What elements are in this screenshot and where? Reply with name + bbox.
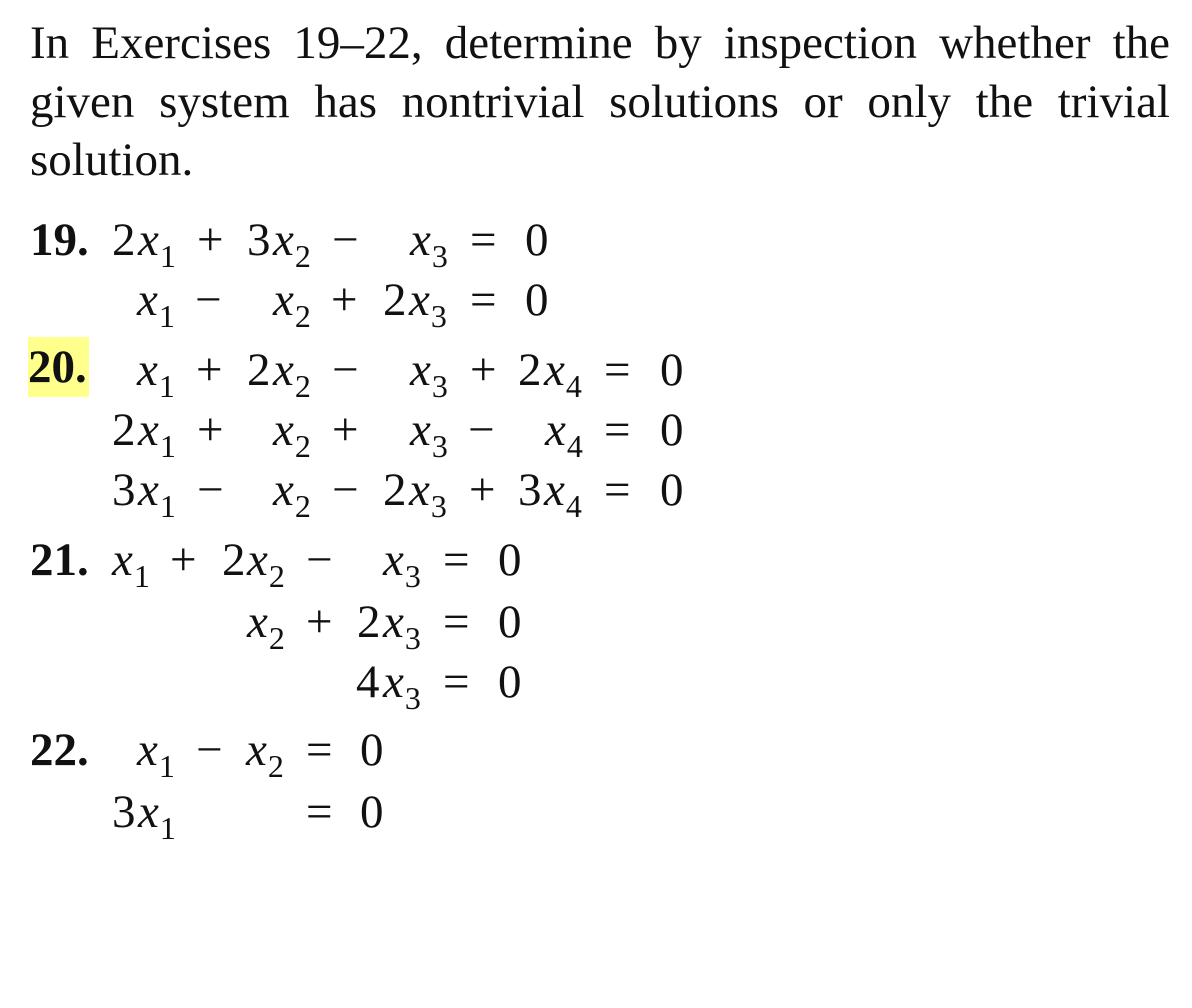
operator: +	[332, 404, 359, 456]
variable: $x_4$	[545, 404, 583, 464]
operator: =	[604, 464, 631, 516]
coefficient: 0	[660, 344, 684, 396]
variable-subscript: 2	[268, 620, 285, 656]
variable: $x_3$	[410, 344, 448, 404]
coefficient: 2	[383, 274, 407, 326]
coefficient: 3	[247, 214, 271, 266]
coefficient: 0	[525, 214, 549, 266]
coefficient: 0	[660, 404, 684, 456]
exercise-instructions: In Exercises 19–22, determine by inspection whether the given system has nontrivial solutions or only the trivial solution.	[30, 17, 1170, 186]
operator: +	[197, 404, 224, 456]
operator: =	[443, 596, 470, 648]
operator: +	[331, 274, 358, 326]
operator: =	[470, 214, 497, 266]
variable: $x_2$	[273, 404, 311, 464]
variable-subscript: 4	[566, 428, 583, 464]
exercise-number-21: 21.	[30, 534, 89, 586]
variable: $x_4$	[544, 344, 582, 404]
operator: −	[197, 464, 224, 516]
variable-subscript: 1	[159, 238, 176, 274]
variable-subscript: 1	[158, 298, 175, 334]
coefficient: 0	[360, 786, 384, 838]
exercise-number-19: 19.	[30, 214, 89, 266]
variable-subscript: 3	[404, 558, 421, 594]
operator: −	[332, 214, 359, 266]
variable: $x_3$	[383, 656, 421, 716]
variable: $x_2$	[273, 214, 311, 274]
coefficient: 0	[660, 464, 684, 516]
variable: $x_3$	[383, 534, 421, 594]
operator: −	[468, 404, 495, 456]
coefficient: 2	[247, 344, 271, 396]
variable-subscript: 2	[294, 428, 311, 464]
operator: +	[306, 596, 333, 648]
variable: $x_1$	[138, 404, 176, 464]
coefficient: 2	[357, 596, 381, 648]
exercise-number-20-highlighted: 20.	[28, 337, 89, 397]
coefficient: 0	[525, 274, 549, 326]
variable: $x_1$	[137, 344, 175, 404]
variable: $x_1$	[138, 464, 176, 524]
coefficient: 2	[112, 214, 136, 266]
variable-subscript: 1	[159, 810, 176, 846]
variable-subscript: 3	[431, 368, 448, 404]
operator: +	[469, 464, 496, 516]
variable-subscript: 3	[430, 298, 447, 334]
operator: +	[470, 344, 497, 396]
coefficient: 3	[112, 464, 136, 516]
variable-subscript: 3	[404, 620, 421, 656]
operator: +	[170, 534, 197, 586]
coefficient: 4	[356, 656, 380, 708]
variable-subscript: 2	[268, 558, 285, 594]
variable-subscript: 2	[267, 748, 284, 784]
variable: $x_2$	[273, 344, 311, 404]
operator: −	[332, 464, 359, 516]
operator: −	[196, 724, 223, 776]
variable: $x_3$	[409, 274, 447, 334]
operator: =	[604, 404, 631, 456]
variable: $x_2$	[247, 596, 285, 656]
variable-subscript: 4	[565, 488, 582, 524]
variable-subscript: 3	[430, 488, 447, 524]
variable: $x_3$	[410, 214, 448, 274]
variable: $x_3$	[409, 464, 447, 524]
coefficient: 2	[383, 464, 407, 516]
coefficient: 2	[518, 344, 542, 396]
operator: =	[604, 344, 631, 396]
variable: $x_2$	[247, 534, 285, 594]
coefficient: 3	[518, 464, 542, 516]
variable: $x_1$	[138, 214, 176, 274]
variable-subscript: 2	[294, 298, 311, 334]
variable-subscript: 1	[158, 368, 175, 404]
coefficient: 2	[222, 534, 246, 586]
variable: $x_3$	[410, 404, 448, 464]
variable-subscript: 3	[404, 680, 421, 716]
coefficient: 0	[360, 724, 384, 776]
operator: =	[443, 534, 470, 586]
operator: −	[332, 344, 359, 396]
variable: $x_1$	[137, 724, 175, 784]
variable: $x_1$	[138, 786, 176, 846]
coefficient: 0	[498, 596, 522, 648]
variable-subscript: 1	[159, 428, 176, 464]
variable: $x_1$	[112, 534, 150, 594]
coefficient: 3	[112, 786, 136, 838]
variable-subscript: 1	[159, 488, 176, 524]
operator: −	[195, 274, 222, 326]
variable-subscript: 1	[158, 748, 175, 784]
variable: $x_2$	[273, 274, 311, 334]
operator: =	[306, 786, 333, 838]
operator: +	[196, 344, 223, 396]
operator: =	[306, 724, 333, 776]
exercise-number-22: 22.	[30, 724, 89, 776]
variable-subscript: 2	[294, 368, 311, 404]
variable: $x_3$	[383, 596, 421, 656]
coefficient: 0	[498, 656, 522, 708]
variable-subscript: 2	[294, 238, 311, 274]
operator: +	[197, 214, 224, 266]
variable-subscript: 1	[133, 558, 150, 594]
variable: $x_2$	[273, 464, 311, 524]
variable: $x_4$	[544, 464, 582, 524]
variable-subscript: 3	[431, 238, 448, 274]
variable-subscript: 4	[565, 368, 582, 404]
operator: −	[306, 534, 333, 586]
variable: $x_1$	[137, 274, 175, 334]
operator: =	[443, 656, 470, 708]
coefficient: 2	[112, 404, 136, 456]
coefficient: 0	[498, 534, 522, 586]
variable: $x_2$	[246, 724, 284, 784]
variable-subscript: 3	[431, 428, 448, 464]
operator: =	[470, 274, 497, 326]
variable-subscript: 2	[294, 488, 311, 524]
